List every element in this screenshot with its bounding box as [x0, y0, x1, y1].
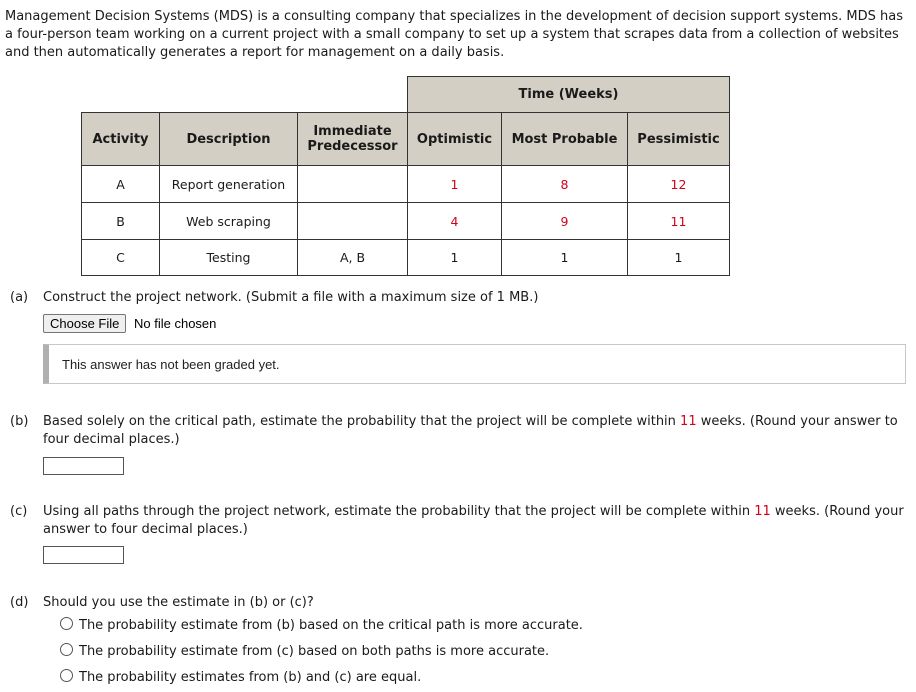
predecessor-cell — [298, 203, 408, 240]
most-probable-cell: 9 — [502, 203, 628, 240]
optimistic-cell: 4 — [408, 203, 502, 240]
part-d-option-label: The probability estimate from (b) based on the critical path is more accurate. — [79, 618, 583, 633]
most-probable-cell: 8 — [502, 166, 628, 203]
predecessor-cell: A, B — [298, 240, 408, 276]
activity-cell: C — [82, 240, 160, 276]
file-status: No file chosen — [134, 316, 217, 331]
predecessor-cell — [298, 166, 408, 203]
part-d-option[interactable] — [60, 617, 583, 635]
part-d-text: Should you use the estimate in (b) or (c)? — [43, 595, 314, 610]
part-b-answer-input[interactable] — [43, 457, 124, 475]
part-b-weeks: 11 — [680, 414, 697, 429]
most-probable-cell: 1 — [502, 240, 628, 276]
part-d-question — [10, 594, 314, 612]
activity-cell: A — [82, 166, 160, 203]
part-d-label: (d) — [10, 595, 29, 610]
part-b-text-after: weeks. (Round your answer to four decimal places.) — [43, 414, 898, 447]
part-c-question — [10, 503, 904, 537]
pessimistic-cell: 11 — [628, 203, 730, 240]
optimistic-cell: 1 — [408, 166, 502, 203]
description-cell: Report generation — [160, 166, 298, 203]
part-a-text: Construct the project network. (Submit a file with a maximum size of 1 MB.) — [43, 290, 539, 305]
part-d-option[interactable] — [60, 643, 549, 661]
part-b-question — [10, 413, 898, 447]
radio-button[interactable] — [60, 669, 73, 682]
pessimistic-cell: 12 — [628, 166, 730, 203]
part-a-question — [10, 289, 539, 307]
table-row — [82, 166, 730, 203]
most-probable-header: Most Probable — [502, 113, 628, 166]
table-row — [82, 203, 730, 240]
optimistic-header: Optimistic — [408, 113, 502, 166]
part-c-text-before: Using all paths through the project network, estimate the probability that the project will be complete within — [43, 504, 755, 519]
table-blank-corner — [82, 77, 408, 113]
optimistic-cell: 1 — [408, 240, 502, 276]
part-d-option-label: The probability estimates from (b) and (c) are equal. — [79, 670, 422, 685]
part-b-text-before: Based solely on the critical path, estimate the probability that the project will be complete within — [43, 414, 681, 429]
graded-notice — [43, 344, 906, 384]
radio-button[interactable] — [60, 617, 73, 630]
choose-file-button[interactable]: Choose File — [43, 314, 126, 333]
file-upload — [43, 314, 216, 333]
activity-header: Activity — [82, 113, 160, 166]
problem-intro: Management Decision Systems (MDS) is a consulting company that specializes in the development of decision support systems. MDS has a four-person team working on a current project with a small company to set up a system that scrapes data from a collection of websites and then automatically generates a report for management on a daily basis. — [5, 9, 903, 60]
part-c-answer-input[interactable] — [43, 546, 124, 564]
predecessor-header-line1: Immediate — [313, 124, 392, 139]
description-header: Description — [160, 113, 298, 166]
description-cell: Web scraping — [160, 203, 298, 240]
part-c-label: (c) — [10, 504, 28, 519]
pessimistic-cell: 1 — [628, 240, 730, 276]
part-b-text — [43, 413, 908, 449]
activity-table — [81, 76, 730, 276]
part-c-text — [43, 503, 908, 539]
description-cell: Testing — [160, 240, 298, 276]
part-c-weeks: 11 — [754, 504, 771, 519]
part-a-label: (a) — [10, 290, 29, 305]
activity-cell: B — [82, 203, 160, 240]
part-b-label: (b) — [10, 414, 29, 429]
table-row — [82, 240, 730, 276]
time-weeks-header: Time (Weeks) — [408, 77, 730, 113]
pessimistic-header: Pessimistic — [628, 113, 730, 166]
graded-notice-text: This answer has not been graded yet. — [62, 357, 280, 372]
predecessor-header — [298, 113, 408, 166]
radio-button[interactable] — [60, 643, 73, 656]
part-d-option[interactable] — [60, 669, 421, 687]
part-d-option-label: The probability estimate from (c) based on both paths is more accurate. — [79, 644, 550, 659]
predecessor-header-line2: Predecessor — [307, 139, 398, 154]
part-c-text-after: weeks. (Round your answer to four decimal places.) — [43, 504, 904, 537]
